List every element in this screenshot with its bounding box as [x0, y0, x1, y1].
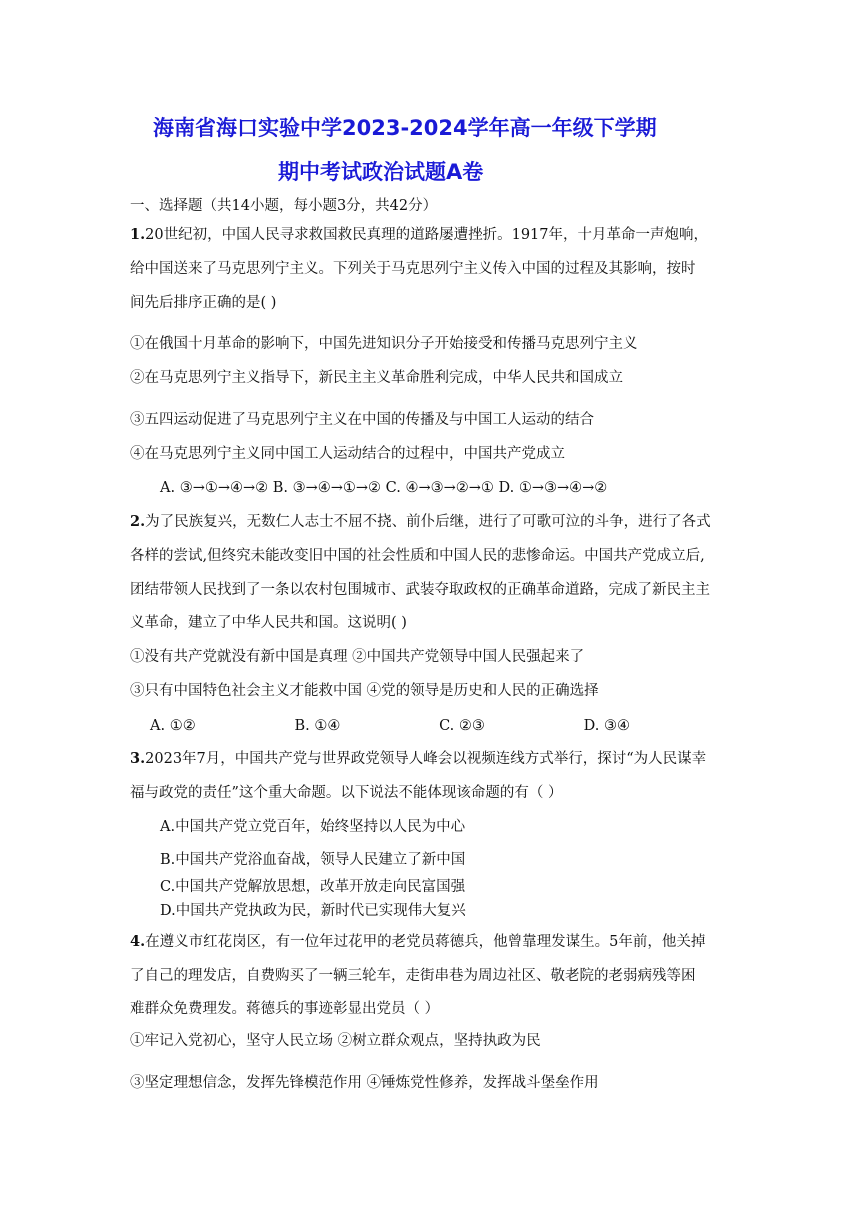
exam-title-line2: 期中考试政治试题A卷 [278, 160, 484, 184]
question-2-option-a: A. ①② [150, 718, 196, 734]
section-heading: 一、选择题（共14小题，每小题3分，共42分） [130, 198, 438, 214]
question-4-text-1: 在遵义市红花岗区，有一位年过花甲的老党员蒋德兵，他曾靠理发谋生。5年前，他关掉 [145, 934, 706, 950]
question-1-statement-2: ②在马克思列宁主义指导下，新民主主义革命胜利完成，中华人民共和国成立 [130, 370, 623, 386]
question-1-text-1: 20世纪初，中国人民寻求救国救民真理的道路屡遭挫折。1917年，十月革命一声炮响， [145, 227, 708, 243]
question-1-statement-1: ①在俄国十月革命的影响下，中国先进知识分子开始接受和传播马克思列宁主义 [130, 336, 638, 352]
question-2-text-1: 为了民族复兴，无数仁人志士不屈不挠、前仆后继，进行了可歌可泣的斗争，进行了各式 [145, 514, 711, 530]
question-1-options: A. ③→①→④→② B. ③→④→①→② C. ④→③→②→① D. ①→③→④→② [160, 480, 608, 496]
question-4-statements-1: ①牢记入党初心，坚守人民立场 ②树立群众观点，坚持执政为民 [130, 1033, 541, 1049]
question-1-line-1 [130, 225, 708, 245]
question-1-line-2: 给中国送来了马克思列宁主义。下列关于马克思列宁主义传入中国的过程及其影响，按时 [130, 261, 696, 277]
question-2-options [150, 716, 630, 736]
question-4-line-1 [130, 932, 705, 952]
question-3-option-c: C.中国共产党解放思想，改革开放走向民富国强 [160, 879, 466, 895]
question-4-number: 4. [130, 933, 146, 950]
question-2-option-c: C. ②③ [439, 718, 485, 734]
question-2-statements-2: ③只有中国特色社会主义才能救中国 ④党的领导是历史和人民的正确选择 [130, 683, 599, 699]
question-2-line-2: 各样的尝试,但终究未能改变旧中国的社会性质和中国人民的悲惨命运。中国共产党成立后, [130, 548, 705, 564]
question-3-number: 3. [130, 750, 146, 767]
question-3-option-b: B.中国共产党浴血奋战，领导人民建立了新中国 [160, 852, 466, 868]
question-2-statements-1: ①没有共产党就没有新中国是真理 ②中国共产党领导中国人民强起来了 [130, 649, 585, 665]
question-2-number: 2. [130, 513, 146, 530]
question-1-statement-4: ④在马克思列宁主义同中国工人运动结合的过程中，中国共产党成立 [130, 446, 565, 462]
question-2-line-3: 团结带领人民找到了一条以农村包围城市、武装夺取政权的正确革命道路，完成了新民主主 [130, 582, 710, 598]
exam-title-line1: 海南省海口实验中学2023-2024学年高一年级下学期 [153, 116, 657, 140]
question-3-line-2: 福与政党的责任”这个重大命题。以下说法不能体现该命题的有（ ） [130, 785, 563, 801]
question-3-option-d: D.中国共产党执政为民，新时代已实现伟大复兴 [160, 903, 466, 919]
question-2-line-4: 义革命，建立了中华人民共和国。这说明( ) [130, 615, 407, 631]
question-2-option-d: D. ③④ [583, 718, 630, 734]
question-1-number: 1. [130, 226, 146, 243]
question-3-option-a: A.中国共产党立党百年，始终坚持以人民为中心 [160, 819, 466, 835]
question-4-statements-2: ③坚定理想信念，发挥先锋模范作用 ④锤炼党性修养，发挥战斗堡垒作用 [130, 1075, 599, 1091]
question-2-option-b: B. ①④ [294, 718, 341, 734]
question-2-line-1 [130, 512, 711, 532]
question-3-line-1 [130, 749, 706, 769]
question-4-line-3: 难群众免费理发。蒋德兵的事迹彰显出党员（ ） [130, 1001, 440, 1017]
question-1-statement-3: ③五四运动促进了马克思列宁主义在中国的传播及与中国工人运动的结合 [130, 412, 594, 428]
question-1-line-3: 间先后排序正确的是( ) [130, 295, 277, 311]
question-3-text-1: 2023年7月，中国共产党与世界政党领导人峰会以视频连线方式举行，探讨“为人民谋幸 [145, 751, 707, 767]
question-4-line-2: 了自己的理发店，自费购买了一辆三轮车，走街串巷为周边社区、敬老院的老弱病残等困 [130, 968, 696, 984]
